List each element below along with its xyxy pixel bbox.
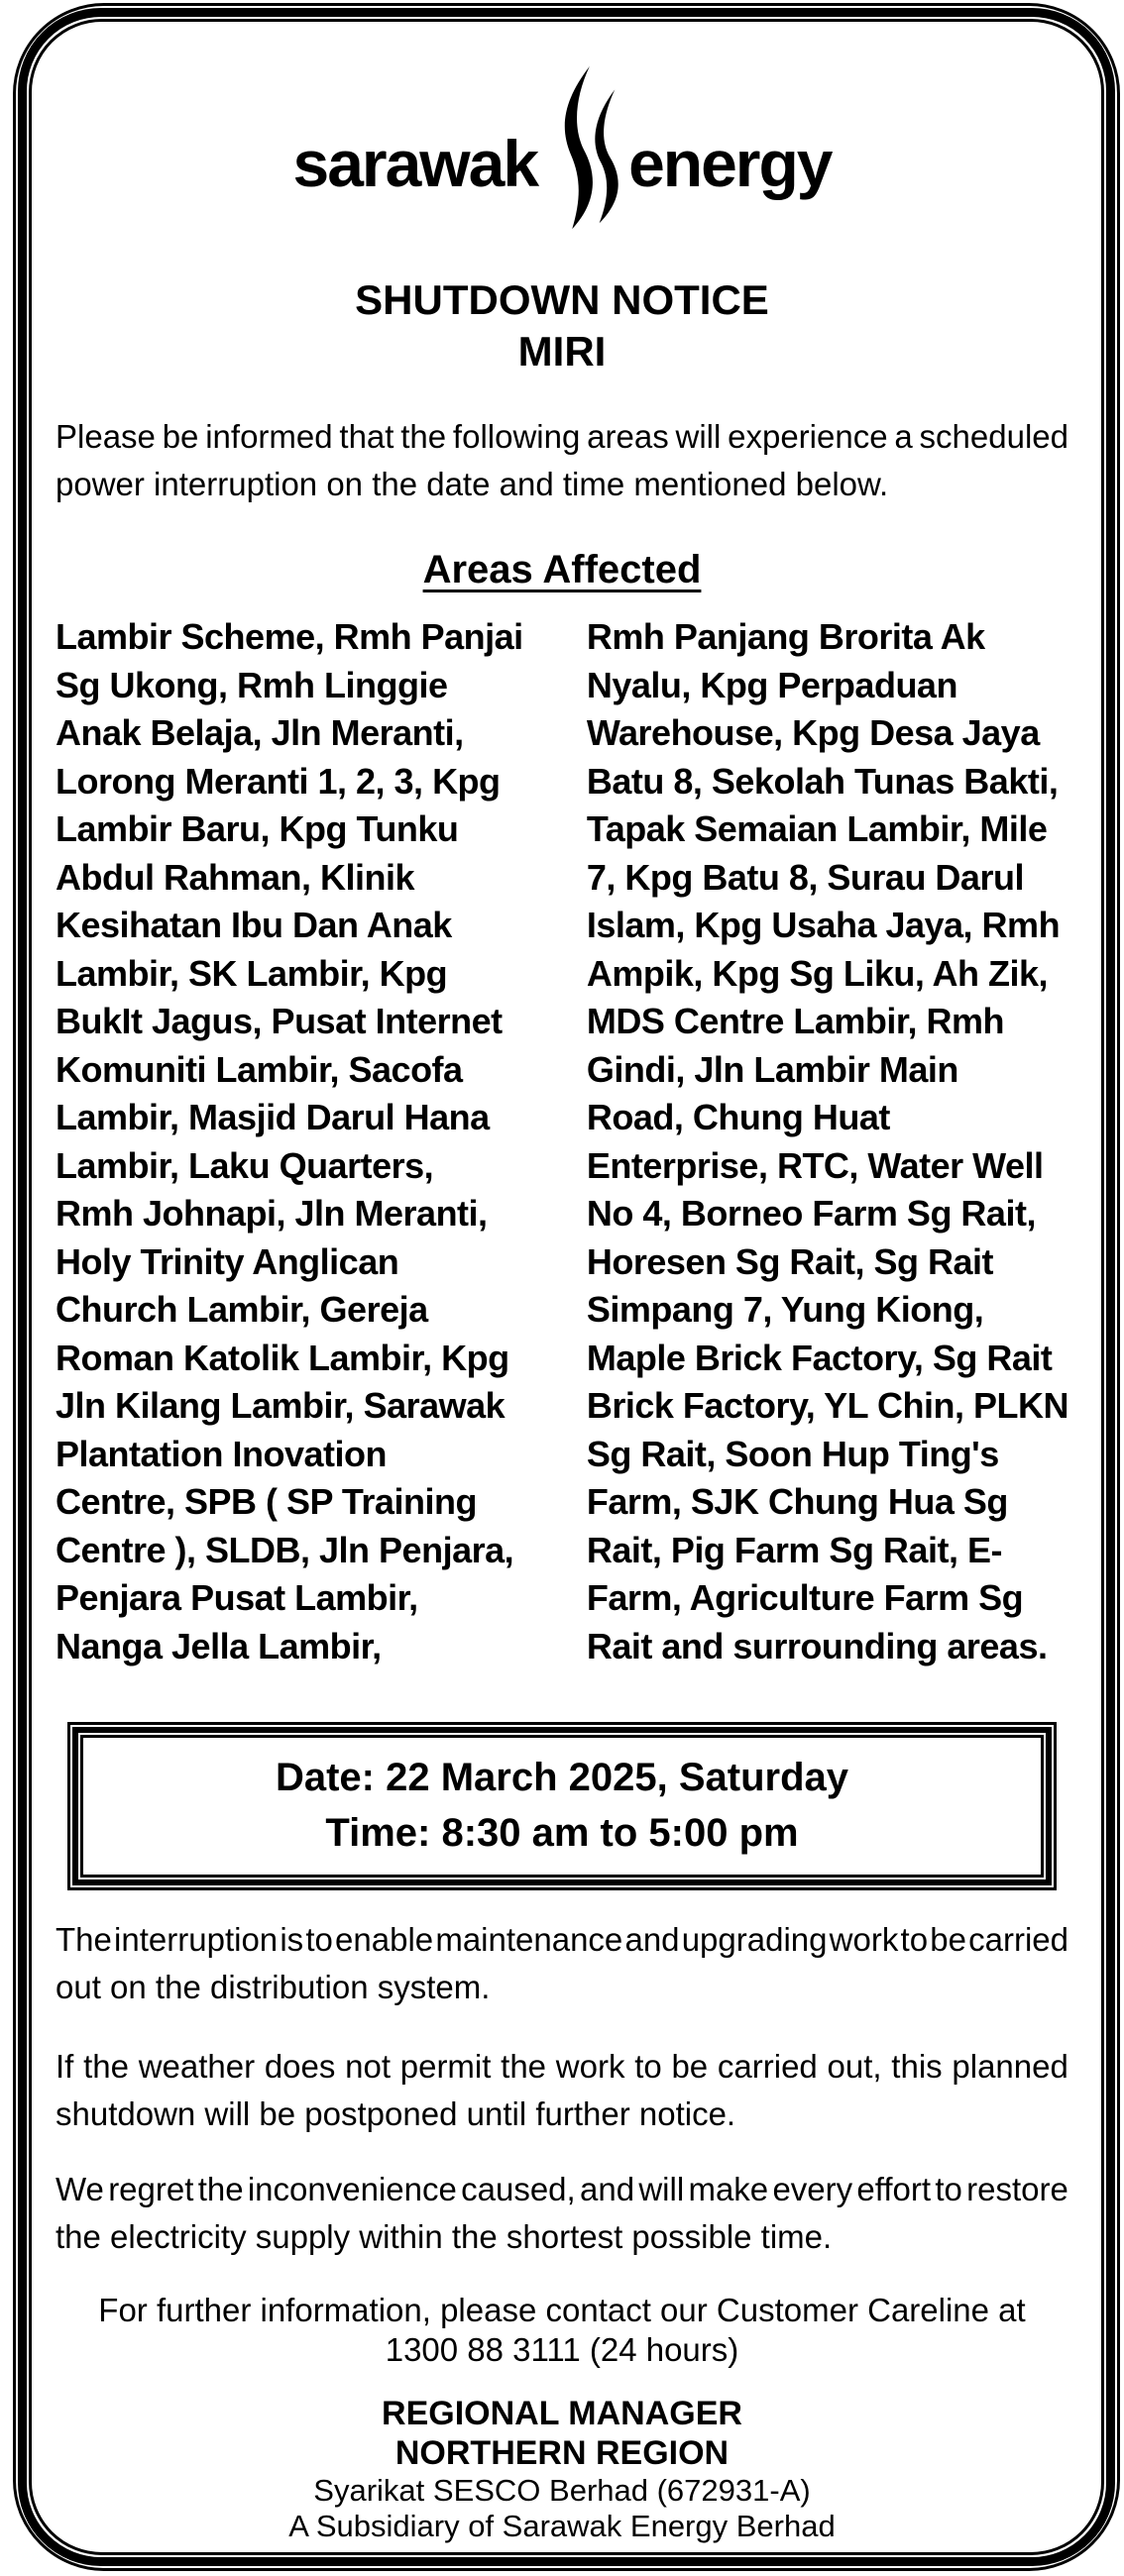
intro-line: power interruption on the date and time mentioned below. <box>56 466 889 502</box>
area-line: Islam, Kpg Usaha Jaya, Rmh <box>586 905 1061 945</box>
area-line: Jln Kilang Lambir, Sarawak <box>56 1385 506 1426</box>
notice-title-line2: MIRI <box>517 328 607 375</box>
area-line: Simpang 7, Yung Kiong, <box>586 1289 984 1330</box>
area-line: Ampik, Kpg Sg Liku, Ah Zik, <box>586 952 1049 994</box>
area-line: Maple Brick Factory, Sg Rait <box>586 1337 1053 1378</box>
flame-icon <box>539 63 626 234</box>
area-line: Lambir Baru, Kpg Tunku <box>56 808 459 849</box>
careline-phone-number: 1300 88 3111 (24 hours) <box>385 2331 739 2368</box>
area-line: Lorong Meranti 1, 2, 3, Kpg <box>56 760 501 802</box>
area-line: Centre ), SLDB, Jln Penjara, <box>56 1529 514 1570</box>
schedule-box <box>67 1722 1057 1890</box>
intro-line: Please be informed that the following areas will experience a scheduled <box>56 418 1068 455</box>
signature-region: NORTHERN REGION <box>394 2434 730 2472</box>
notice-title <box>56 274 1068 377</box>
area-line: Batu 8, Sekolah Tunas Bakti, <box>586 760 1059 802</box>
schedule-time: Time: 8:30 am to 5:00 pm <box>325 1811 799 1855</box>
area-line: Holy Trinity Anglican <box>56 1240 399 1282</box>
area-line: 7, Kpg Batu 8, Surau Darul <box>586 856 1024 898</box>
paragraph-line: The interruption is to enable maintenance and upgrading work to be carried <box>56 1921 1068 1958</box>
area-line: Lambir, SK Lambir, Kpg <box>56 952 448 994</box>
area-line: Lambir, Masjid Darul Hana <box>56 1097 490 1137</box>
signature-title: REGIONAL MANAGER <box>382 2395 742 2432</box>
paragraph-line: out on the distribution system. <box>56 1969 491 2005</box>
area-line: BukIt Jagus, Pusat Internet <box>56 1001 503 1041</box>
signature-block <box>56 2394 1068 2544</box>
area-line: Nyalu, Kpg Perpaduan <box>586 664 957 705</box>
area-line: Gindi, Jln Lambir Main <box>586 1048 958 1090</box>
areas-columns <box>56 613 1068 1670</box>
area-line: Nanga Jella Lambir, <box>56 1625 382 1666</box>
areas-affected-heading: Areas Affected <box>422 548 702 591</box>
area-line: Sg Ukong, Rmh Linggie <box>56 664 448 705</box>
intro-paragraph <box>56 413 1068 508</box>
notice-title-line1: SHUTDOWN NOTICE <box>355 276 769 323</box>
areas-column-right <box>587 613 1068 1670</box>
area-line: Centre, SPB ( SP Training <box>56 1481 477 1522</box>
area-line: Roman Katolik Lambir, Kpg <box>56 1337 509 1378</box>
area-line: Lambir Scheme, Rmh Panjai <box>56 616 523 657</box>
paragraph-line: the electricity supply within the shortest possible time. <box>56 2218 833 2255</box>
maintenance-paragraph <box>56 1916 1068 2011</box>
area-line: Tapak Semaian Lambir, Mile <box>586 808 1048 849</box>
area-line: No 4, Borneo Farm Sg Rait, <box>586 1193 1036 1234</box>
area-line: Rait, Pig Farm Sg Rait, E- <box>586 1529 1002 1570</box>
area-line: Enterprise, RTC, Water Well <box>586 1144 1044 1186</box>
weather-postponement-paragraph <box>56 2043 1068 2138</box>
area-line: Kesihatan Ibu Dan Anak <box>56 905 452 945</box>
area-line: Lambir, Laku Quarters, <box>56 1144 434 1186</box>
company-name: Syarikat SESCO Berhad (672931-A) <box>313 2473 811 2508</box>
area-line: Rmh Panjang Brorita Ak <box>586 616 985 657</box>
regret-paragraph <box>56 2166 1068 2261</box>
area-line: Anak Belaja, Jln Meranti, <box>56 712 464 753</box>
area-line: Church Lambir, Gereja <box>56 1289 428 1330</box>
area-line: Horesen Sg Rait, Sg Rait <box>586 1240 993 1282</box>
sarawak-energy-logo <box>56 61 1068 235</box>
schedule-box-thick-border <box>72 1727 1052 1885</box>
area-line: Road, Chung Huat <box>586 1097 890 1137</box>
area-line: MDS Centre Lambir, Rmh <box>586 1001 1004 1041</box>
paragraph-line: We regret the inconvenience caused, and will make every effort to restore <box>56 2171 1068 2207</box>
company-subsidiary: A Subsidiary of Sarawak Energy Berhad <box>288 2509 836 2543</box>
area-line: Abdul Rahman, Klinik <box>56 856 415 898</box>
logo-text-energy: energy <box>628 126 832 200</box>
area-line: Farm, SJK Chung Hua Sg <box>586 1481 1008 1522</box>
paragraph-line: shutdown will be postponed until further notice. <box>56 2095 736 2132</box>
area-line: Plantation Inovation <box>56 1433 388 1474</box>
paragraph-line: If the weather does not permit the work to be carried out, this planned <box>56 2048 1068 2085</box>
schedule-date: Date: 22 March 2025, Saturday <box>275 1756 849 1799</box>
area-line: Penjara Pusat Lambir, <box>56 1577 418 1618</box>
area-line: Rmh Johnapi, Jln Meranti, <box>56 1193 488 1234</box>
area-line: Brick Factory, YL Chin, PLKN <box>586 1385 1068 1426</box>
area-line: Warehouse, Kpg Desa Jaya <box>586 712 1040 753</box>
area-line: Komuniti Lambir, Sacofa <box>56 1048 463 1090</box>
areas-column-left <box>56 613 529 1670</box>
area-line: Rait and surrounding areas. <box>586 1625 1048 1666</box>
schedule-box-inner <box>80 1735 1044 1878</box>
area-line: Sg Rait, Soon Hup Ting's <box>586 1433 999 1474</box>
contact-info <box>56 2291 1068 2370</box>
logo-text-sarawak: sarawak <box>292 126 538 200</box>
area-line: Farm, Agriculture Farm Sg <box>586 1577 1024 1618</box>
contact-line: For further information, please contact our Customer Careline at <box>98 2292 1026 2328</box>
